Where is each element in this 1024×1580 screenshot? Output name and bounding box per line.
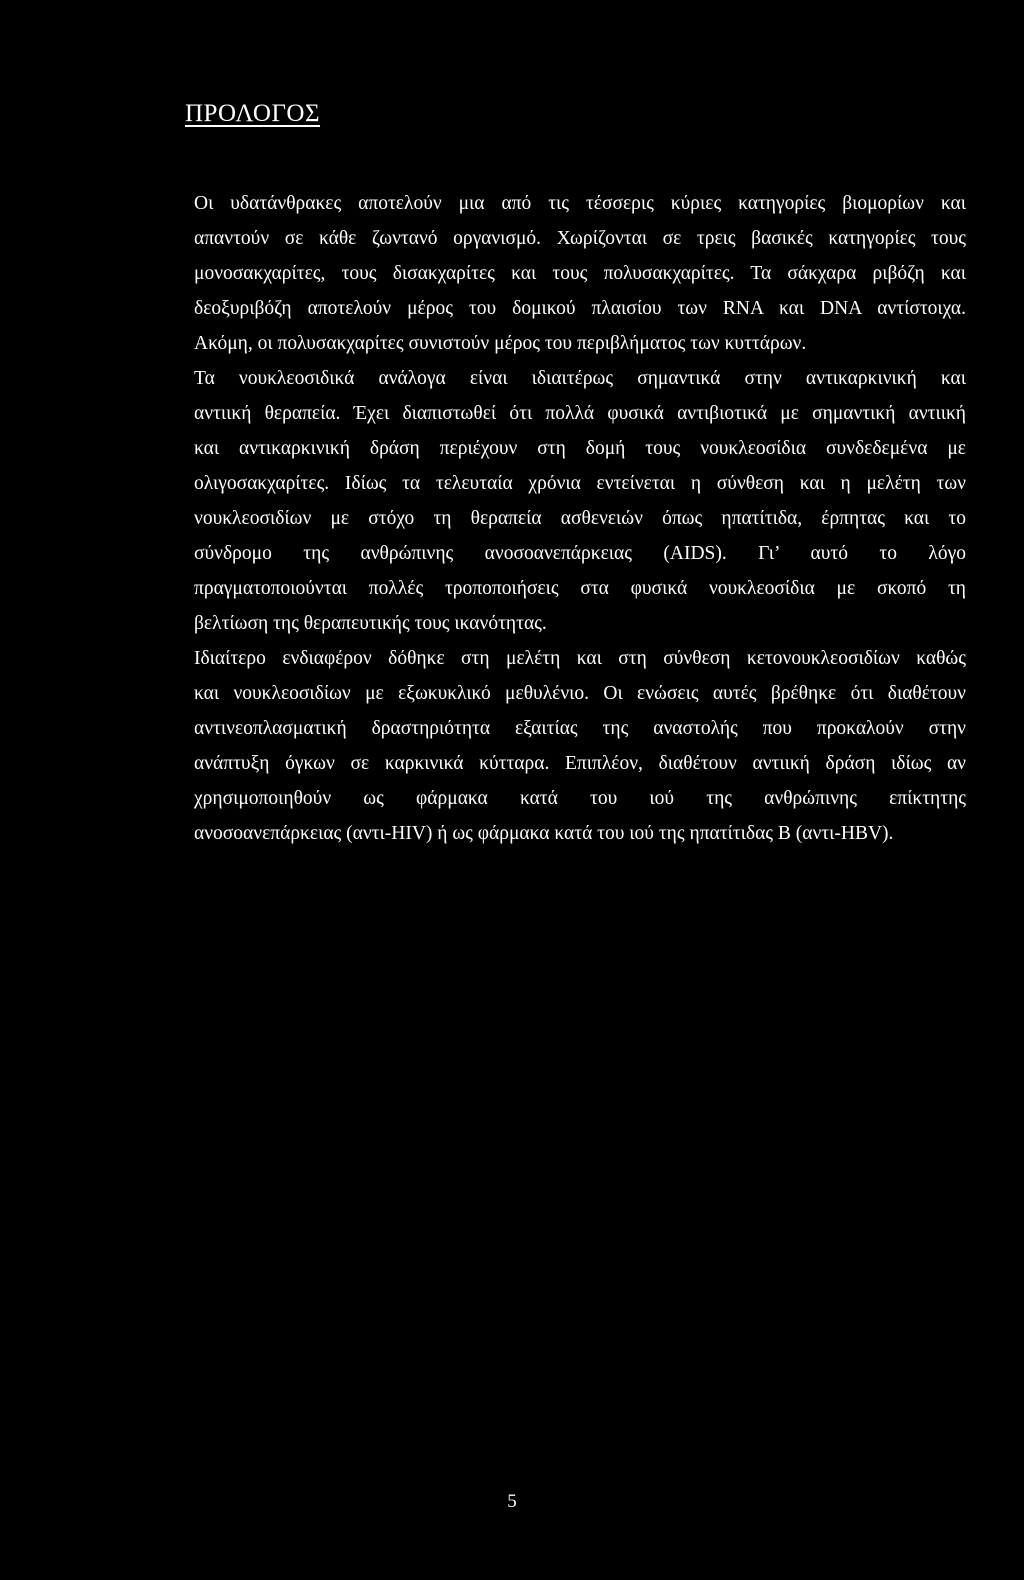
- text-line: Ιδιαίτερο ενδιαφέρον δόθηκε στη μελέτη και στη σύνθεση κετονουκλεοσιδίων καθώς: [194, 648, 966, 669]
- text-line: ανοσοανεπάρκειας (αντι-HIV) ή ως φάρμακα κατά του ιού της ηπατίτιδας Β (αντι-HBV).: [194, 823, 894, 844]
- text-line: βελτίωση της θεραπευτικής τους ικανότητας.: [194, 613, 547, 634]
- text-line: και νουκλεοσιδίων με εξωκυκλικό μεθυλένιο. Οι ενώσεις αυτές βρέθηκε ότι διαθέτουν: [194, 683, 966, 704]
- text-line: απαντούν σε κάθε ζωντανό οργανισμό. Χωρίζονται σε τρεις βασικές κατηγορίες τους: [194, 228, 966, 249]
- text-line: αντιική θεραπεία. Έχει διαπιστωθεί ότι πολλά φυσικά αντιβιοτικά με σημαντική αντιική: [194, 403, 966, 424]
- paragraph-1: [152, 186, 966, 361]
- text-line: Οι υδατάνθρακες αποτελούν μια από τις τέσσερις κύριες κατηγορίες βιομορίων και: [194, 193, 966, 214]
- text-line: νουκλεοσιδίων με στόχο τη θεραπεία ασθενειών όπως ηπατίτιδα, έρπητας και το: [194, 508, 966, 529]
- text-line: πραγματοποιούνται πολλές τροποποιήσεις στα φυσικά νουκλεοσίδια με σκοπό τη: [194, 578, 966, 599]
- text-line: σύνδρομο της ανθρώπινης ανοσοανεπάρκειας (AIDS). Γι’ αυτό το λόγο: [194, 543, 966, 564]
- page-title: ΠΡΟΛΟΓΟΣ: [185, 100, 321, 127]
- text-line: ολιγοσακχαρίτες. Ιδίως τα τελευταία χρόνια εντείνεται η σύνθεση και η μελέτη των: [194, 473, 966, 494]
- text-line: δεοξυριβόζη αποτελούν μέρος του δομικού πλαισίου των RNA και DNA αντίστοιχα.: [194, 298, 966, 319]
- text-line: αντινεοπλασματική δραστηριότητα εξαιτίας της αναστολής που προκαλούν στην: [194, 718, 966, 739]
- paragraph-2: [152, 361, 966, 641]
- body-text: [152, 186, 966, 851]
- text-line: ανάπτυξη όγκων σε καρκινικά κύτταρα. Επιπλέον, διαθέτουν αντιική δράση ιδίως αν: [194, 753, 966, 774]
- text-line: χρησιμοποιηθούν ως φάρμακα κατά του ιού της ανθρώπινης επίκτητης: [194, 788, 966, 809]
- text-line: και αντικαρκινική δράση περιέχουν στη δομή τους νουκλεοσίδια συνδεδεμένα με: [194, 438, 966, 459]
- page-number: 5: [507, 1491, 517, 1512]
- text-line: Τα νουκλεοσιδικά ανάλογα είναι ιδιαιτέρως σημαντικά στην αντικαρκινική και: [194, 368, 966, 389]
- text-line: μονοσακχαρίτες, τους δισακχαρίτες και τους πολυσακχαρίτες. Τα σάκχαρα ριβόζη και: [194, 263, 966, 284]
- text-line: Ακόμη, οι πολυσακχαρίτες συνιστούν μέρος του περιβλήματος των κυττάρων.: [194, 333, 807, 354]
- paragraph-3: [152, 641, 966, 851]
